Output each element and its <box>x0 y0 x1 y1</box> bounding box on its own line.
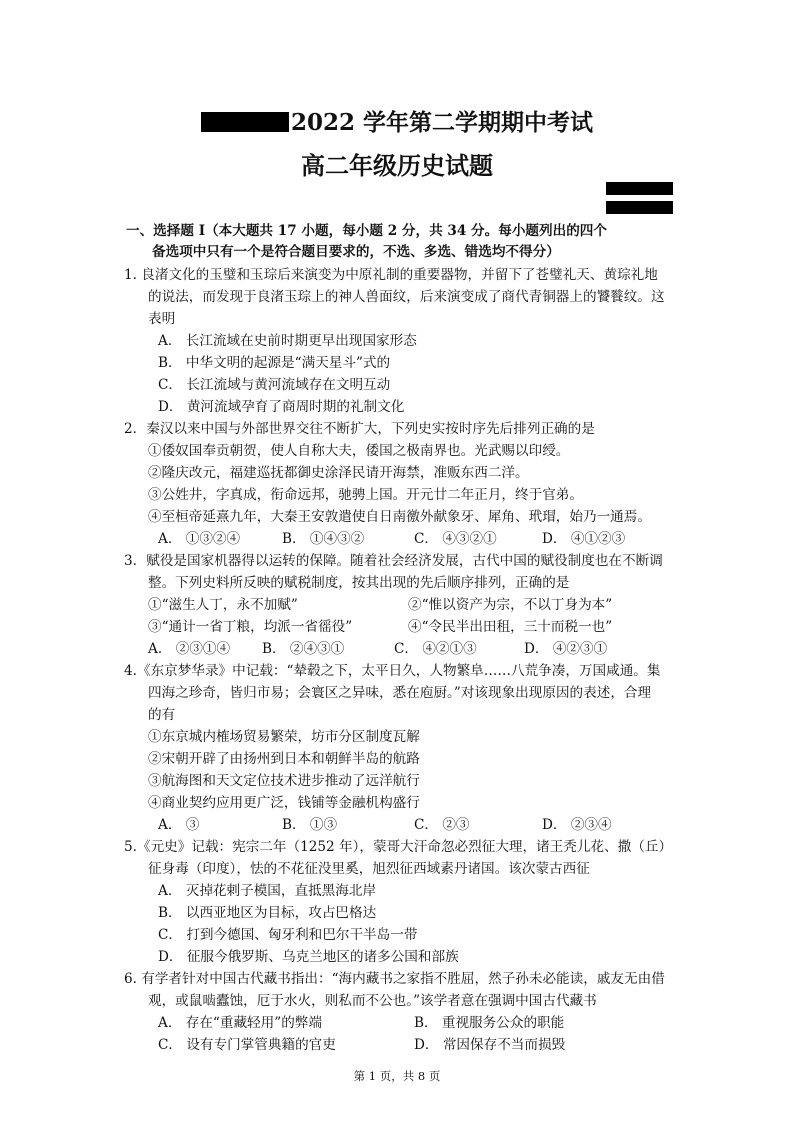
answer-option: A． 长江流域在史前时期更早出现国家形态 <box>158 333 417 349</box>
answer-option: A． ①③②④ <box>158 531 241 547</box>
quote-item: ④“令民半出田租，三十而税一也” <box>408 619 613 635</box>
page-number: 第 1 页，共 8 页 <box>353 1069 441 1083</box>
question-stem-line: 表明 <box>148 311 176 327</box>
question-stem-line: 的有 <box>148 707 176 723</box>
answer-option: B． 以西亚地区为目标，攻占巴格达 <box>158 905 377 921</box>
question-stem-line: 4.《东京梦华录》中记载：“辇毂之下，太平日久，人物繁阜……八荒争凑，万国咸通。集 <box>124 663 661 679</box>
question-stem-line: ①倭奴国奉贡朝贺，使人自称大夫，倭国之极南界也。光武赐以印绶。 <box>148 443 570 459</box>
quote-item: ③“通计一省丁粮，均派一省徭役” <box>148 619 353 635</box>
answer-option: C． 设有专门掌管典籍的官吏 <box>158 1037 336 1053</box>
answer-option: D． 常因保存不当而损毁 <box>414 1037 566 1053</box>
quote-item: ①“滋生人丁，永不加赋” <box>148 597 298 613</box>
answer-option: A． 灭掉花剌子模国，直抵黑海北岸 <box>158 883 377 899</box>
statement-item: ④商业契约应用更广泛，钱铺等金融机构盛行 <box>148 795 420 811</box>
exam-title-line2: 高二年级历史试题 <box>301 151 493 180</box>
statement-item: ②宋朝开辟了由扬州到日本和朝鲜半岛的航路 <box>148 751 420 767</box>
question-stem-line: 5.《元史》记载：宪宗二年（1252 年），蒙哥大汗命忽必烈征大理，诸王秃儿花、撒（丘） <box>124 839 673 855</box>
question-stem-line: ③公姓井，字真成，衔命远邦，驰骋上国。开元廿二年正月，终于官弟。 <box>148 487 583 503</box>
redacted-block <box>606 182 673 195</box>
question-stem-line: 整。下列史料所反映的赋税制度，按其出现的先后顺序排列，正确的是 <box>148 575 570 591</box>
answer-option: C． ④③②① <box>414 531 497 547</box>
answer-option: B． 中华文明的起源是“满天星斗”式的 <box>158 355 391 371</box>
quote-item: ②“惟以资产为宗，不以丁身为本” <box>408 597 613 613</box>
question-stem-line: 6. 有学者针对中国古代藏书指出：“海内藏书之家指不胜屈，然子孙未必能读，戚友无由借 <box>124 971 665 987</box>
answer-option: D． ④②③① <box>524 641 608 657</box>
statement-item: ①东京城内榷场贸易繁荣，坊市分区制度瓦解 <box>148 729 420 745</box>
answer-option: D． 征服今俄罗斯、乌克兰地区的诸多公国和部族 <box>158 949 459 965</box>
answer-option: A． ②③①④ <box>148 641 231 657</box>
answer-option: C． ④②①③ <box>394 641 477 657</box>
answer-option: D． ②③④ <box>542 817 612 833</box>
question-stem-line: 3．赋役是国家机器得以运转的保障。随着社会经济发展，古代中国的赋役制度也在不断调 <box>124 553 663 569</box>
question-stem-line: 四海之珍奇，皆归市易；会寰区之异味，悉在庖厨。”对该现象出现原因的表述，合理 <box>148 685 652 701</box>
section-heading-line1: 一、选择题 I（本大题共 17 小题，每小题 2 分，共 34 分。每小题列出的四个 <box>126 223 607 239</box>
redacted-school-name <box>201 112 289 132</box>
answer-option: B． 重视服务公众的职能 <box>414 1015 565 1031</box>
answer-option: A． 存在“重藏轻用”的弊端 <box>158 1015 322 1031</box>
answer-option: C． 长江流域与黄河流域存在文明互动 <box>158 377 391 393</box>
redacted-block <box>606 201 673 214</box>
question-stem-line: 的说法，而发现于良渚玉琮上的神人兽面纹，后来演变成了商代青铜器上的饕餮纹。这 <box>148 289 665 305</box>
section-heading-line2: 备选项中只有一个是符合题目要求的，不选、多选、错选均不得分） <box>152 244 560 260</box>
answer-option: D． 黄河流域孕育了商周时期的礼制文化 <box>158 399 405 415</box>
answer-option: D． ④①②③ <box>542 531 626 547</box>
answer-option: B． ①③ <box>282 817 338 833</box>
answer-option: B． ①④③② <box>282 531 365 547</box>
question-stem-line: 观，或鼠啮蠹蚀，厄于水火，则私而不公也。”该学者意在强调中国古代藏书 <box>148 993 597 1009</box>
question-stem-line: ④至桓帝延熹九年，大秦王安敦遣使自日南徼外献象牙、犀角、玳瑁，始乃一通焉。 <box>148 509 651 525</box>
statement-item: ③航海图和天文定位技术进步推动了远洋航行 <box>148 773 420 789</box>
answer-option: C． 打到今德国、匈牙利和巴尔干半岛一带 <box>158 927 418 943</box>
question-stem-line: 1. 良渚文化的玉璧和玉琮后来演变为中原礼制的重要器物，并留下了苍璧礼天、黄琮礼地 <box>124 267 658 283</box>
question-stem-line: 征身毒（印度），怯的不花征没里奚，旭烈征西域素丹诸国。该次蒙古西征 <box>148 861 590 877</box>
exam-title-line1: 2022 学年第二学期期中考试 <box>0 104 794 137</box>
question-stem-line: ②隆庆改元，福建巡抚都御史涂泽民请开海禁，准贩东西二洋。 <box>148 465 529 481</box>
answer-option: B． ②④③① <box>262 641 345 657</box>
answer-option: C． ②③ <box>414 817 470 833</box>
question-stem-line: 2．秦汉以来中国与外部世界交往不断扩大，下列史实按时序先后排列正确的是 <box>124 421 595 437</box>
answer-option: A． ③ <box>158 817 200 833</box>
